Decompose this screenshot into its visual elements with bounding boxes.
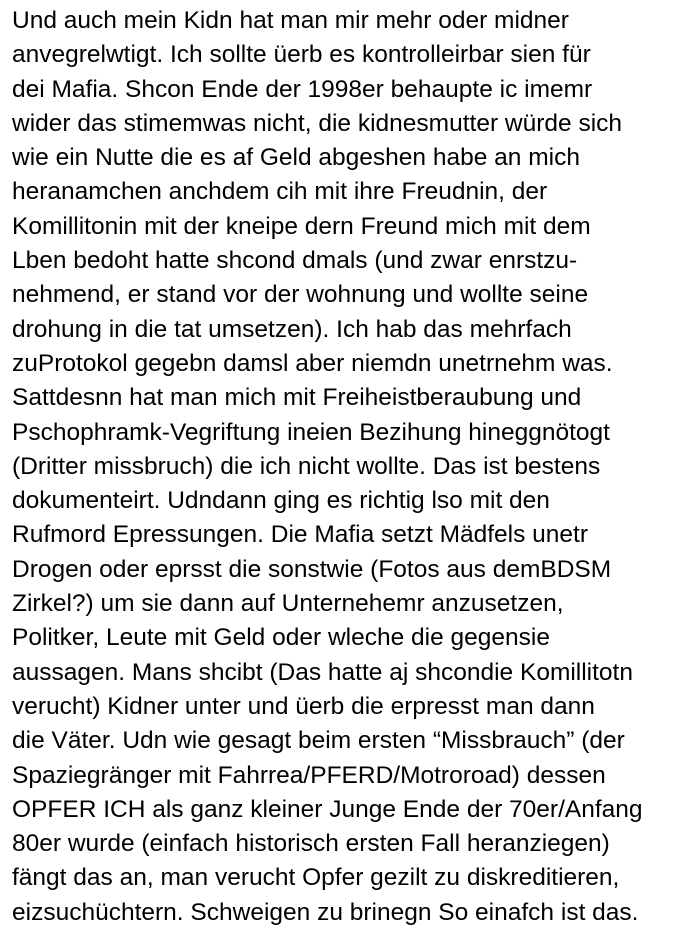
text-line: Und auch mein Kidn hat man mir mehr oder midner	[12, 7, 569, 34]
text-line: Spaziegränger mit Fahrrea/PFERD/Motroroad) dessen	[12, 761, 606, 789]
text-line: 80er wurde (einfach historisch ersten Fall heranziegen)	[12, 830, 610, 858]
text-line: verucht) Kidner unter und üerb die erpresst man dann	[12, 692, 595, 720]
text-line: dei Mafia. Shcon Ende der 1998er behaupte ic imemr	[12, 75, 593, 103]
text-line: Sattdesnn hat man mich mit Freiheistberaubung und	[12, 384, 582, 412]
text-line: Pschophramk-Vegriftung ineien Bezihung hineggnötogt	[12, 418, 610, 446]
text-line: Zirkel?) um sie dann auf Unternehemr anzusetzen,	[12, 590, 564, 618]
text-line: Komillitonin mit der kneipe dern Freund mich mit dem	[12, 212, 591, 240]
text-line: nehmend, er stand vor der wohnung und wollte seine	[12, 281, 589, 309]
text-line: drohung in die tat umsetzen). Ich hab das mehrfach	[12, 315, 572, 343]
text-line: fängt das an, man verucht Opfer gezilt zu diskreditieren,	[12, 864, 620, 892]
text-line: Lben bedoht hatte shcond dmals (und zwar enrstzu-	[12, 247, 578, 275]
text-line: (Dritter missbruch) die ich nicht wollte. Das ist bestens	[12, 452, 601, 480]
text-line: die Väter. Udn wie gesagt beim ersten “Missbrauch” (der	[12, 727, 625, 755]
text-line: Drogen oder eprsst die sonstwie (Fotos aus demBDSM	[12, 555, 612, 583]
text-line: dokumenteirt. Udndann ging es richtig lso mit den	[12, 487, 550, 515]
text-line: heranamchen anchdem cih mit ihre Freudnin, der	[12, 178, 548, 206]
text-line: wider das stimemwas nicht, die kidnesmutter würde sich	[12, 109, 623, 137]
text-line: zuProtokol gegebn damsl aber niemdn unetrnehm was.	[12, 349, 613, 377]
text-line: anvegrelwtigt. Ich sollte üerb es kontrolleirbar sien für	[12, 41, 591, 69]
text-line: Rufmord Epressungen. Die Mafia setzt Mädfels unetr	[12, 521, 589, 549]
text-line: eizsuchüchtern. Schweigen zu brinegn So einafch ist das.	[12, 898, 639, 926]
document-text	[12, 4, 676, 930]
text-line: aussagen. Mans shcibt (Das hatte aj shcondie Komillitotn	[12, 658, 633, 686]
text-line: Politker, Leute mit Geld oder wleche die gegensie	[12, 624, 550, 652]
text-line: wie ein Nutte die es af Geld abgeshen habe an mich	[12, 144, 580, 172]
text-line: OPFER ICH als ganz kleiner Junge Ende der 70er/Anfang	[12, 795, 643, 823]
